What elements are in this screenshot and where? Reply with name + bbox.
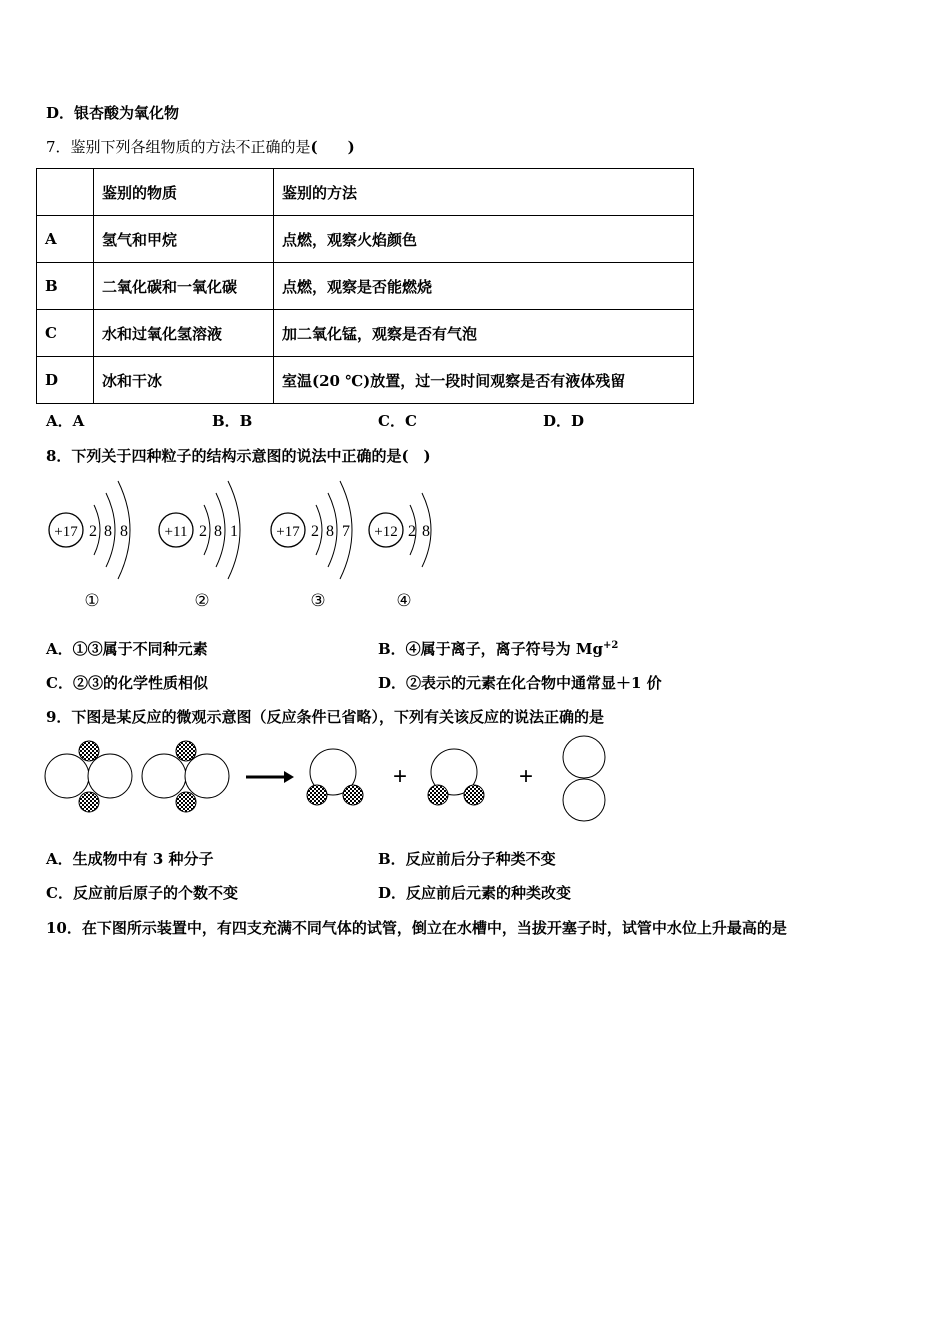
table-cell: 加二氧化锰，观察是否有气泡: [274, 310, 694, 357]
q8-option-d[interactable]: D．②表示的元素在化合物中通常显＋1 价: [378, 674, 662, 692]
particle-label: ③: [310, 591, 326, 610]
white-atom: [185, 754, 229, 798]
table-row: [37, 216, 694, 263]
particle-label: ④: [396, 591, 412, 610]
plus-sign: +: [518, 763, 534, 790]
reaction-arrow-icon: [246, 771, 294, 783]
white-atom: [563, 779, 605, 821]
hatched-atom: [307, 785, 327, 805]
atom-diagram: [271, 481, 352, 610]
white-atom: [563, 736, 605, 778]
table-row: [37, 310, 694, 357]
electron-count: 8: [120, 523, 128, 540]
table-cell: A: [37, 216, 94, 263]
q10-question: 10．在下图所示装置中，有四支充满不同气体的试管，倒立在水槽中，当拔开塞子时，试管中水位上升最高的是: [46, 919, 787, 937]
atom-diagram: [159, 481, 240, 610]
table-cell: 室温(20 ℃)放置，过一段时间观察是否有液体残留: [274, 357, 694, 404]
atom-diagram: [369, 493, 431, 610]
table-cell: 二氧化碳和一氧化碳: [94, 263, 274, 310]
q8-option-b-text: B．④属于离子，离子符号为 Mg: [378, 640, 603, 658]
electron-count: 1: [230, 523, 238, 540]
q7-table: [36, 168, 694, 404]
q9-option-d[interactable]: D．反应前后元素的种类改变: [378, 884, 572, 902]
white-atom: [88, 754, 132, 798]
q7-option-a[interactable]: A．A: [46, 412, 85, 430]
reactant-molecule: [142, 741, 229, 812]
q7-bracket: ( ): [310, 138, 355, 156]
hatched-atom: [176, 741, 196, 761]
electron-count: 8: [326, 523, 334, 540]
q8-option-a[interactable]: A．①③属于不同种元素: [46, 640, 208, 658]
table-cell: 点燃，观察火焰颜色: [274, 216, 694, 263]
table-cell: 水和过氧化氢溶液: [94, 310, 274, 357]
table-header-cell: [37, 169, 94, 216]
q7-question-text: 7．鉴别下列各组物质的方法不正确的是: [46, 138, 311, 156]
table-cell: D: [37, 357, 94, 404]
hatched-atom: [343, 785, 363, 805]
white-atom: [45, 754, 89, 798]
nucleus-charge: +11: [164, 524, 188, 540]
hatched-atom: [176, 792, 196, 812]
electron-count: 7: [342, 523, 350, 540]
electron-count: 2: [89, 523, 97, 540]
q7-option-c[interactable]: C．C: [378, 412, 417, 430]
table-cell: 冰和干冰: [94, 357, 274, 404]
white-atom: [142, 754, 186, 798]
product-molecule: [307, 749, 363, 805]
reactant-molecule: [45, 741, 132, 812]
table-cell: C: [37, 310, 94, 357]
hatched-atom: [79, 792, 99, 812]
electron-count: 2: [311, 523, 319, 540]
table-row: [37, 263, 694, 310]
table-cell: B: [37, 263, 94, 310]
q9-option-a[interactable]: A．生成物中有 3 种分子: [46, 850, 214, 868]
q9-reaction-diagram: [40, 734, 620, 826]
electron-count: 2: [199, 523, 207, 540]
hatched-atom: [428, 785, 448, 805]
electron-count: 2: [408, 523, 416, 540]
q8-question: 8．下列关于四种粒子的结构示意图的说法中正确的是( ): [46, 447, 431, 465]
plus-sign: +: [392, 763, 408, 790]
q8-option-b-charge: +2: [603, 640, 619, 651]
nucleus-charge: +12: [374, 524, 398, 540]
table-row: [37, 357, 694, 404]
table-cell: 点燃，观察是否能燃烧: [274, 263, 694, 310]
particle-label: ②: [194, 591, 210, 610]
nucleus-charge: +17: [276, 524, 300, 540]
hatched-atom: [79, 741, 99, 761]
q7-option-b[interactable]: B．B: [212, 412, 253, 430]
product-molecule: [428, 749, 484, 805]
q9-question: 9．下图是某反应的微观示意图（反应条件已省略），下列有关该反应的说法正确的是: [46, 708, 604, 726]
table-header-row: [37, 169, 694, 216]
q6-option-d: D．银杏酸为氧化物: [46, 104, 180, 122]
q8-atomic-structure-diagrams: [40, 475, 460, 615]
atom-diagram: [49, 481, 130, 610]
q9-option-b[interactable]: B．反应前后分子种类不变: [378, 850, 556, 868]
electron-count: 8: [214, 523, 222, 540]
q7-option-d[interactable]: D．D: [543, 412, 585, 430]
product-molecule: [563, 736, 605, 821]
q9-option-c[interactable]: C．反应前后原子的个数不变: [46, 884, 238, 902]
table-cell: 氢气和甲烷: [94, 216, 274, 263]
q8-option-c[interactable]: C．②③的化学性质相似: [46, 674, 208, 692]
particle-label: ①: [84, 591, 100, 610]
nucleus-charge: +17: [54, 524, 78, 540]
hatched-atom: [464, 785, 484, 805]
table-header-cell: 鉴别的方法: [274, 169, 694, 216]
electron-count: 8: [104, 523, 112, 540]
q8-option-b[interactable]: [378, 638, 618, 659]
electron-count: 8: [422, 523, 430, 540]
table-header-cell: 鉴别的物质: [94, 169, 274, 216]
q7-question: [46, 136, 355, 157]
